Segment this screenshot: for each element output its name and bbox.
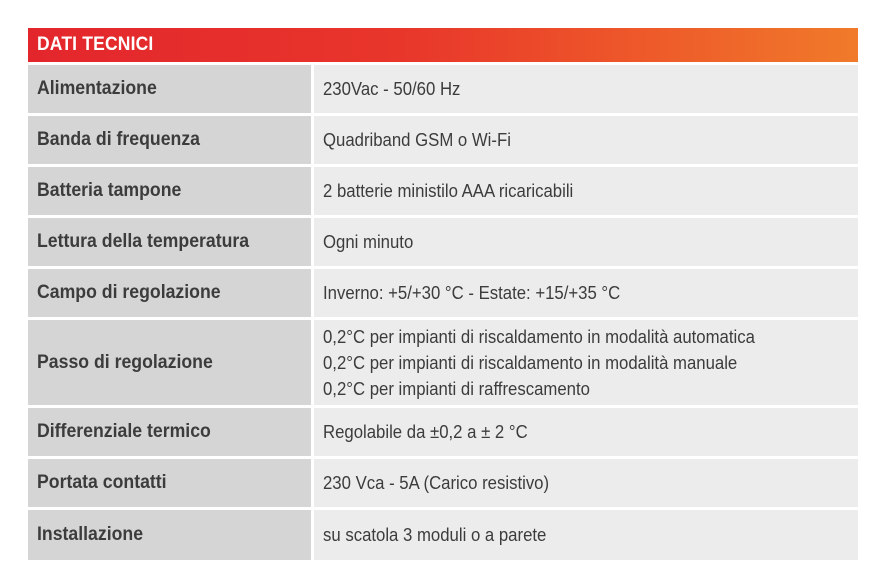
table-row: [28, 319, 858, 407]
row-value: 2 batterie ministilo AAA ricaricabili: [313, 166, 859, 217]
row-value: su scatola 3 moduli o a parete: [313, 509, 859, 560]
row-label: Differenziale termico: [28, 407, 313, 458]
table-row: [28, 115, 858, 166]
table-row: [28, 217, 858, 268]
row-label: Campo di regolazione: [28, 268, 313, 319]
section-header: [28, 28, 858, 62]
technical-data-sheet: [28, 28, 858, 560]
row-label: Lettura della temperatura: [28, 217, 313, 268]
row-value: 0,2°C per impianti di riscaldamento in modalità automatica 0,2°C per impianti di riscaldamento in modalità manuale 0,2°C per impianti di raffrescamento: [313, 319, 859, 407]
row-value: Inverno: +5/+30 °C - Estate: +15/+35 °C: [313, 268, 859, 319]
row-label: Banda di frequenza: [28, 115, 313, 166]
row-label: Portata contatti: [28, 458, 313, 509]
table-row: [28, 166, 858, 217]
row-value: 230Vac - 50/60 Hz: [313, 64, 859, 115]
row-label: Passo di regolazione: [28, 319, 313, 407]
table-row: [28, 268, 858, 319]
row-value: Quadriband GSM o Wi-Fi: [313, 115, 859, 166]
table-row: [28, 407, 858, 458]
specs-table: [28, 62, 858, 560]
row-label: Alimentazione: [28, 64, 313, 115]
table-row: [28, 64, 858, 115]
row-label: Installazione: [28, 509, 313, 560]
row-label: Batteria tampone: [28, 166, 313, 217]
table-row: [28, 458, 858, 509]
row-value: 230 Vca - 5A (Carico resistivo): [313, 458, 859, 509]
row-value: Ogni minuto: [313, 217, 859, 268]
table-row: [28, 509, 858, 560]
row-value: Regolabile da ±0,2 a ± 2 °C: [313, 407, 859, 458]
section-title: DATI TECNICI: [37, 34, 154, 55]
